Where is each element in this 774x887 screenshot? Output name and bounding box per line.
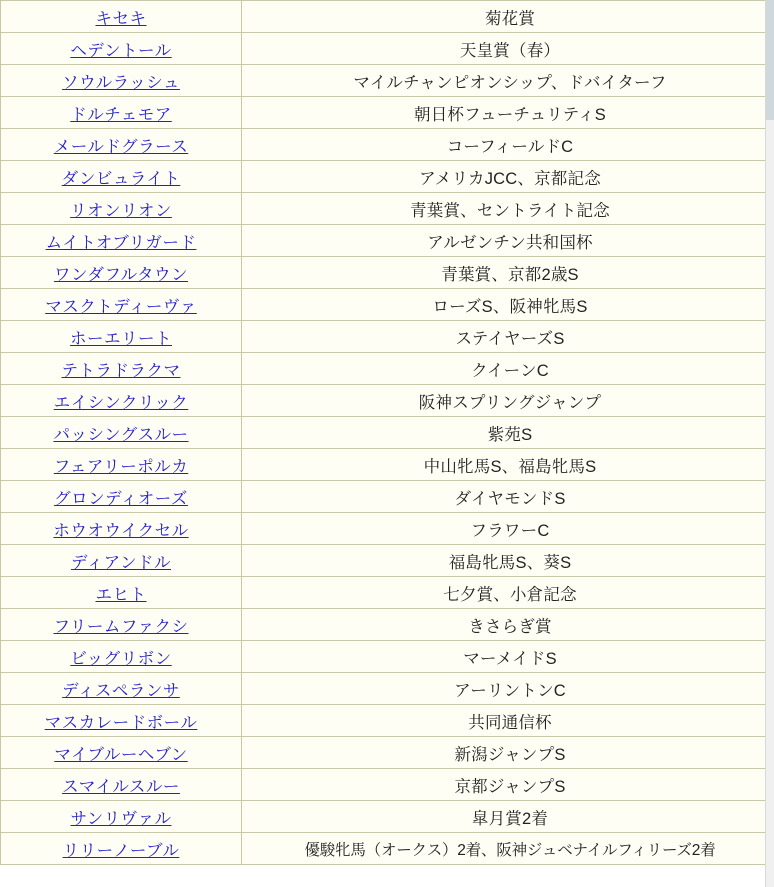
- races-cell: [242, 673, 767, 705]
- races-cell: [242, 545, 767, 577]
- horse-name-link[interactable]: ホーエリート: [70, 329, 172, 348]
- races-cell: [242, 641, 767, 673]
- horse-name-cell: [1, 289, 242, 321]
- horse-name-cell: [1, 129, 242, 161]
- horse-name-link[interactable]: ソウルラッシュ: [62, 73, 180, 92]
- table-row: [1, 641, 767, 673]
- horse-name-link[interactable]: テトラドラクマ: [61, 361, 181, 380]
- horse-name-link[interactable]: ホウオウイクセル: [53, 521, 189, 540]
- races-cell: [242, 1, 767, 33]
- horse-name-cell: [1, 801, 242, 833]
- horse-name-cell: [1, 257, 242, 289]
- table-row: [1, 513, 767, 545]
- horse-name-cell: [1, 449, 242, 481]
- horse-name-link[interactable]: サンリヴァル: [70, 809, 172, 828]
- races-cell: [242, 609, 767, 641]
- horse-name-cell: [1, 1, 242, 33]
- table-row: [1, 417, 767, 449]
- races-text: マイルチャンピオンシップ、ドバイターフ: [353, 73, 667, 92]
- races-cell: [242, 225, 767, 257]
- horse-name-cell: [1, 737, 242, 769]
- horse-name-link[interactable]: ディスペランサ: [62, 681, 180, 700]
- horse-name-cell: [1, 193, 242, 225]
- horse-name-link[interactable]: フェアリーポルカ: [53, 457, 189, 476]
- races-cell: [242, 385, 767, 417]
- horse-name-link[interactable]: マイブルーヘブン: [54, 745, 188, 764]
- table-row: [1, 257, 767, 289]
- horse-name-cell: [1, 609, 242, 641]
- races-text: 七夕賞、小倉記念: [443, 585, 577, 604]
- races-cell: [242, 161, 767, 193]
- races-text: アーリントンC: [454, 681, 566, 700]
- table-row: [1, 161, 767, 193]
- horse-name-link[interactable]: マスカレードボール: [44, 713, 198, 732]
- races-cell: [242, 577, 767, 609]
- horse-name-cell: [1, 385, 242, 417]
- horse-name-cell: [1, 481, 242, 513]
- races-text: コーフィールドC: [446, 137, 574, 156]
- horse-name-cell: [1, 641, 242, 673]
- table-row: [1, 673, 767, 705]
- horse-name-link[interactable]: パッシングスルー: [53, 425, 189, 444]
- races-cell: [242, 449, 767, 481]
- races-text: 菊花賞: [484, 9, 536, 28]
- races-text: 中山牝馬S、福島牝馬S: [423, 457, 597, 476]
- races-cell: [242, 97, 767, 129]
- horse-name-cell: [1, 769, 242, 801]
- races-cell: [242, 769, 767, 801]
- races-cell: [242, 353, 767, 385]
- horse-name-link[interactable]: エイシンクリック: [53, 393, 189, 412]
- horse-name-link[interactable]: キセキ: [95, 9, 147, 28]
- horse-name-link[interactable]: グロンディオーズ: [54, 489, 188, 508]
- races-text: ダイヤモンドS: [454, 489, 566, 508]
- horse-name-link[interactable]: マスクトディーヴァ: [45, 297, 197, 316]
- races-text: クイーンC: [471, 361, 549, 380]
- table-row: [1, 449, 767, 481]
- horse-name-cell: [1, 417, 242, 449]
- races-text: フラワーC: [470, 521, 550, 540]
- horse-name-link[interactable]: スマイルスルー: [62, 777, 180, 796]
- table-row: [1, 705, 767, 737]
- table-row: [1, 1, 767, 33]
- horse-name-link[interactable]: リオンリオン: [70, 201, 172, 220]
- horse-name-cell: [1, 705, 242, 737]
- table-row: [1, 481, 767, 513]
- table-row: [1, 353, 767, 385]
- horse-name-cell: [1, 513, 242, 545]
- table-row: [1, 577, 767, 609]
- races-cell: [242, 65, 767, 97]
- table-row: [1, 545, 767, 577]
- races-text: 阪神スプリングジャンプ: [418, 393, 602, 412]
- horse-name-cell: [1, 97, 242, 129]
- races-cell: [242, 321, 767, 353]
- horse-name-link[interactable]: ディアンドル: [70, 553, 172, 572]
- horse-name-cell: [1, 65, 242, 97]
- table-row: [1, 737, 767, 769]
- horse-name-link[interactable]: ヘデントール: [70, 41, 172, 60]
- horse-name-cell: [1, 321, 242, 353]
- scrollbar-thumb[interactable]: [766, 0, 774, 120]
- races-text: マーメイドS: [463, 649, 557, 668]
- races-text: アメリカJCC、京都記念: [419, 169, 601, 188]
- horse-name-link[interactable]: ビッグリボン: [70, 649, 172, 668]
- horse-name-cell: [1, 673, 242, 705]
- races-text: 京都ジャンプS: [454, 777, 566, 796]
- races-text: ローズS、阪神牝馬S: [432, 297, 588, 316]
- table-row: [1, 385, 767, 417]
- races-cell: [242, 129, 767, 161]
- horse-name-link[interactable]: ムイトオブリガード: [45, 233, 197, 252]
- horse-name-link[interactable]: リリーノーブル: [62, 841, 180, 860]
- table-row: [1, 33, 767, 65]
- table-row: [1, 129, 767, 161]
- races-text: 新潟ジャンプS: [454, 745, 566, 764]
- horse-name-cell: [1, 161, 242, 193]
- table-row: [1, 193, 767, 225]
- table-row: [1, 609, 767, 641]
- table-row: [1, 97, 767, 129]
- horse-name-link[interactable]: メールドグラース: [53, 137, 189, 156]
- horse-name-cell: [1, 33, 242, 65]
- horse-name-link[interactable]: ワンダフルタウン: [53, 265, 189, 284]
- races-cell: [242, 33, 767, 65]
- table-row: [1, 65, 767, 97]
- table-row: [1, 769, 767, 801]
- races-cell: [242, 289, 767, 321]
- horse-name-link[interactable]: ダンビュライト: [61, 169, 181, 188]
- horse-name-link[interactable]: フリームファクシ: [53, 617, 189, 636]
- races-text: きさらぎ賞: [468, 617, 552, 636]
- horse-name-link[interactable]: エヒト: [95, 585, 147, 604]
- table-row: [1, 321, 767, 353]
- table-row: [1, 289, 767, 321]
- races-text: 福島牝馬S、葵S: [448, 553, 572, 572]
- races-text: 紫苑S: [487, 425, 533, 444]
- races-text: 天皇賞（春）: [459, 41, 561, 60]
- races-cell: [242, 417, 767, 449]
- horse-name-cell: [1, 353, 242, 385]
- races-text: 青葉賞、京都2歳S: [441, 265, 579, 284]
- races-cell: [242, 513, 767, 545]
- races-text: ステイヤーズS: [455, 329, 565, 348]
- races-cell: [242, 737, 767, 769]
- races-cell: [242, 257, 767, 289]
- table-row: [1, 225, 767, 257]
- table-row: [1, 833, 767, 865]
- horse-table-body: [1, 1, 767, 865]
- horse-name-cell: [1, 833, 242, 865]
- horse-name-cell: [1, 225, 242, 257]
- races-text: 皐月賞2着: [471, 809, 549, 828]
- races-cell: [242, 481, 767, 513]
- table-row: [1, 801, 767, 833]
- races-text: 優駿牝馬（オークス）2着、阪神ジュベナイルフィリーズ2着: [304, 841, 716, 859]
- horse-name-cell: [1, 577, 242, 609]
- races-cell: [242, 801, 767, 833]
- races-cell: [242, 705, 767, 737]
- horse-name-cell: [1, 545, 242, 577]
- vertical-scrollbar[interactable]: [765, 0, 774, 887]
- horse-name-link[interactable]: ドルチェモア: [70, 105, 172, 124]
- races-text: アルゼンチン共和国杯: [427, 233, 593, 252]
- races-text: 朝日杯フューチュリティS: [414, 105, 606, 124]
- races-text: 青葉賞、セントライト記念: [410, 201, 610, 220]
- races-cell: [242, 833, 767, 865]
- races-text: 共同通信杯: [468, 713, 552, 732]
- races-cell: [242, 193, 767, 225]
